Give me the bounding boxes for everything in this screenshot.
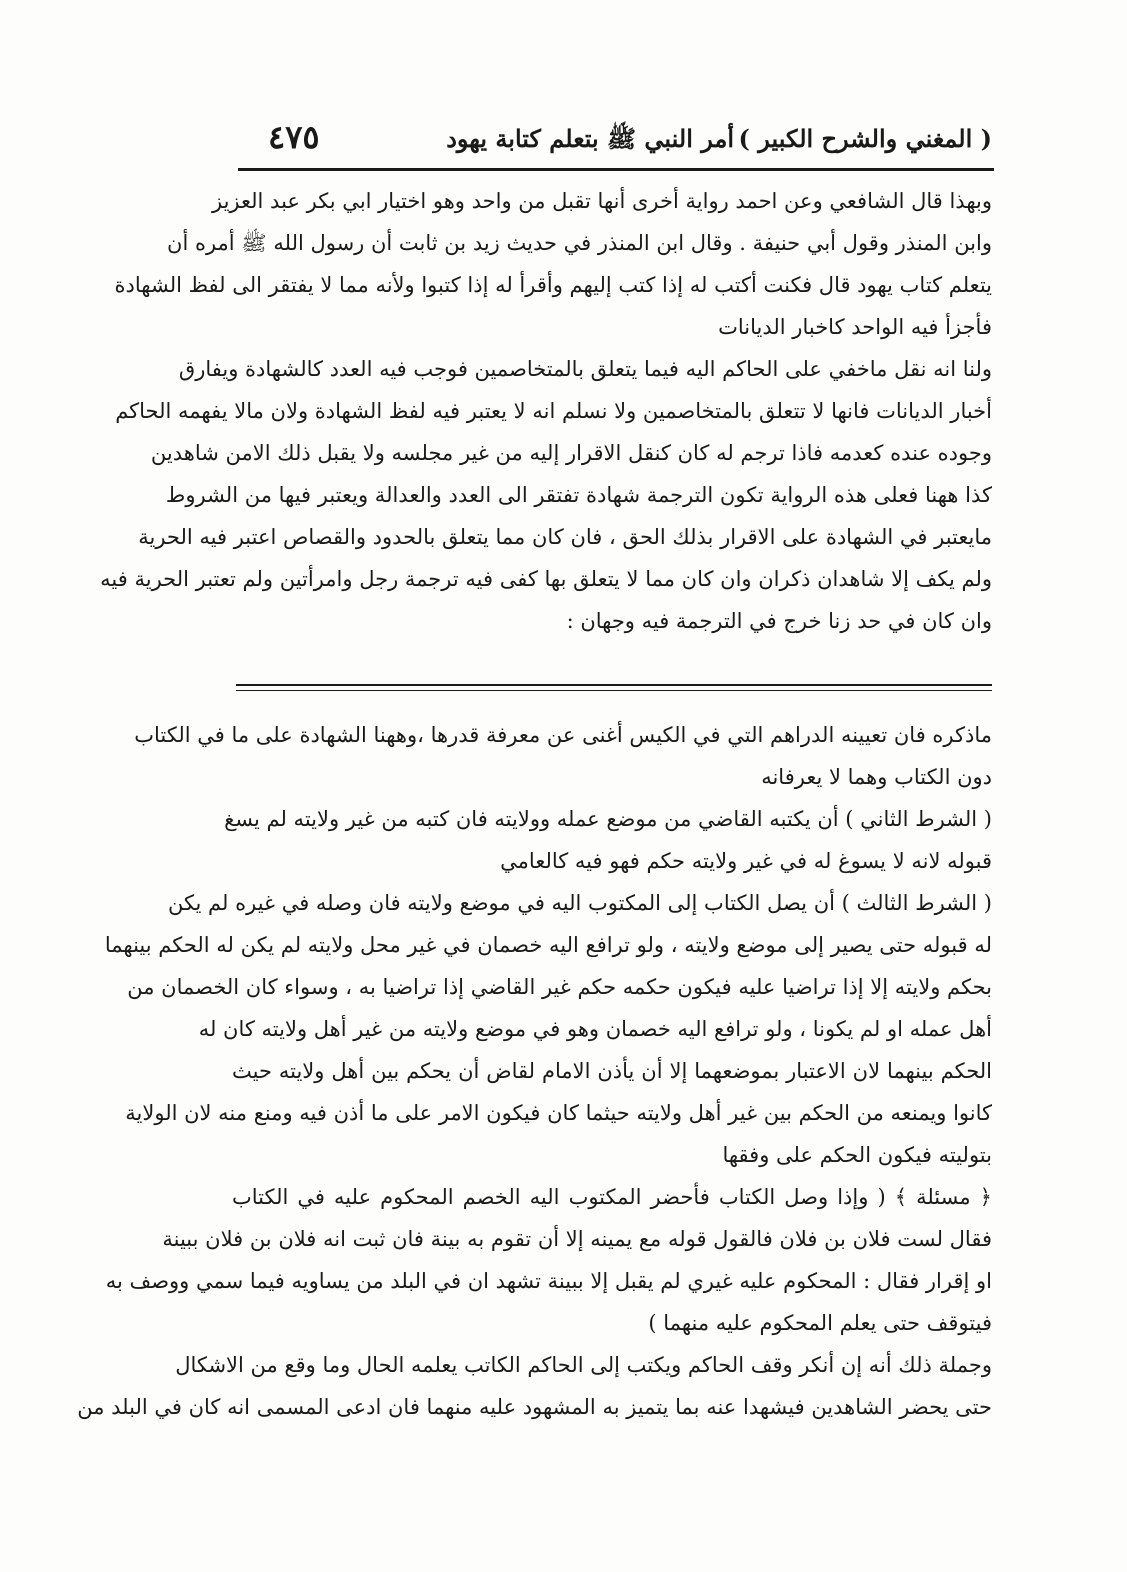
section-divider [236,690,992,691]
text-line: بحكم ولايته إلا إذا تراضيا عليه فيكون حكمه حكم غير القاضي إذا تراضيا به ، وسواء كان الخصمان من [127,975,992,999]
section-divider [236,684,992,686]
text-line: فيتوقف حتى يعلم المحكوم عليه منهما ) [648,1311,992,1335]
text-line: بتوليته فيكون الحكم على وفقها [722,1143,992,1167]
page-number: ٤٧٥ [268,118,320,156]
text-line: الحكم بينهما لان الاعتبار بموضعهما إلا أن يأذن الامام لقاض أن يحكم بين أهل ولايته حيث [232,1059,992,1083]
text-line: أخبار الديانات فانها لا تتعلق بالمتخاصمين ولا نسلم انه لا يعتبر فيه لفظ الشهادة ولان مالا يفهمه الحاكم [115,399,992,423]
text-line: دون الكتاب وهما لا يعرفانه [761,765,992,789]
text-line: ولم يكف إلا شاهدان ذكران وان كان مما لا يتعلق بها كفى فيه ترجمة رجل وامرأتين ولم تعتبر الحرية فيه [100,567,992,591]
header-rule [238,168,994,171]
text-line: مايعتبر في الشهادة على الاقرار بذلك الحق ، فان كان مما يتعلق بالحدود والقصاص اعتبر فيه الحرية [138,525,992,549]
text-line: وبهذا قال الشافعي وعن احمد رواية أخرى أنها تقبل من واحد وهو اختيار ابي بكر عبد العزيز [211,189,992,213]
text-line: كذا ههنا فعلى هذه الرواية تكون الترجمة شهادة تفتقر الى العدد والعدالة ويعتبر فيها من الشروط [165,483,992,507]
text-line: ولنا انه نقل ماخفي على الحاكم اليه فيما يتعلق بالمتخاصمين فوجب فيه العدد كالشهادة ويفارق [178,357,992,381]
text-line: ( الشرط الثاني ) أن يكتبه القاضي من موضع عمله وولايته فان كتبه من غير ولايته لم يسغ [224,807,992,831]
text-line: فقال لست فلان بن فلان فالقول قوله مع يمينه إلا أن تقوم به بينة فان ثبت انه فلان بن فلان ببينة [162,1227,992,1251]
text-line: وابن المنذر وقول أبي حنيفة . وقال ابن المنذر في حديث زيد بن ثابت أن رسول الله ﷺ أمره أن [167,231,992,255]
text-line: فأجزأ فيه الواحد كاخبار الديانات [718,315,992,339]
text-line: او إقرار فقال : المحكوم عليه غيري لم يقبل إلا ببينة تشهد ان في البلد من يساويه فيما سمي ووصف به [105,1269,992,1293]
text-line: وجوده عنده كعدمه فاذا ترجم له كان كنقل الاقرار إليه من غير مجلسه ولا يقبل ذلك الامن شاهدين [150,441,992,465]
text-line: له قبوله حتى يصير إلى موضع ولايته ، ولو ترافع اليه خصمان في غير محل ولايته لم يكن له الحكم بينهما [104,933,992,957]
running-header [240,118,992,170]
text-line: قبوله لانه لا يسوغ له في غير ولايته حكم فهو فيه كالعامي [500,849,992,873]
text-line: ( الشرط الثالث ) أن يصل الكتاب إلى المكتوب اليه في موضع ولايته فان وصله في غيره لم يكن [167,891,992,915]
text-line: يتعلم كتاب يهود قال فكنت أكتب له إذا كتب إليهم وأقرأ له إذا كتبوا ولأنه مما لا يفتقر الى لفظ الشهادة [114,273,992,297]
text-line: ﴿ مسئلة ﴾ ( وإذا وصل الكتاب فأحضر المكتوب اليه الخصم المحكوم عليه في الكتاب [232,1185,992,1209]
text-line: أهل عمله او لم يكونا ، ولو ترافع اليه خصمان وهو في موضع ولايته من غير أهل ولايته كان له [198,1017,992,1041]
text-line: وجملة ذلك أنه إن أنكر وقف الحاكم ويكتب إلى الحاكم الكاتب يعلمه الحال وما وقع من الاشكال [175,1353,992,1377]
text-line: وان كان في حد زنا خرج في الترجمة فيه وجهان : [566,609,992,633]
section-title: أمر النبي ﷺ بتعلم كتابة يهود [446,124,734,153]
text-line: كانوا ويمنعه من الحكم بين غير أهل ولايته حيثما كان فيكون الامر على ما أذن فيه ومنع منه لان الولاية [125,1101,992,1125]
lower-text-block [77,714,992,1428]
text-line: حتى يحضر الشاهدين فيشهدا عنه بما يتميز به المشهود عليه منهما فان ادعى المسمى انه كان في البلد من [77,1395,992,1419]
upper-text-block [100,180,992,642]
book-title: ( المغني والشرح الكبير ) [738,124,992,153]
text-line: ماذكره فان تعيينه الدراهم التي في الكيس أغنى عن معرفة قدرها ،وههنا الشهادة على ما في الكتاب [134,723,992,747]
